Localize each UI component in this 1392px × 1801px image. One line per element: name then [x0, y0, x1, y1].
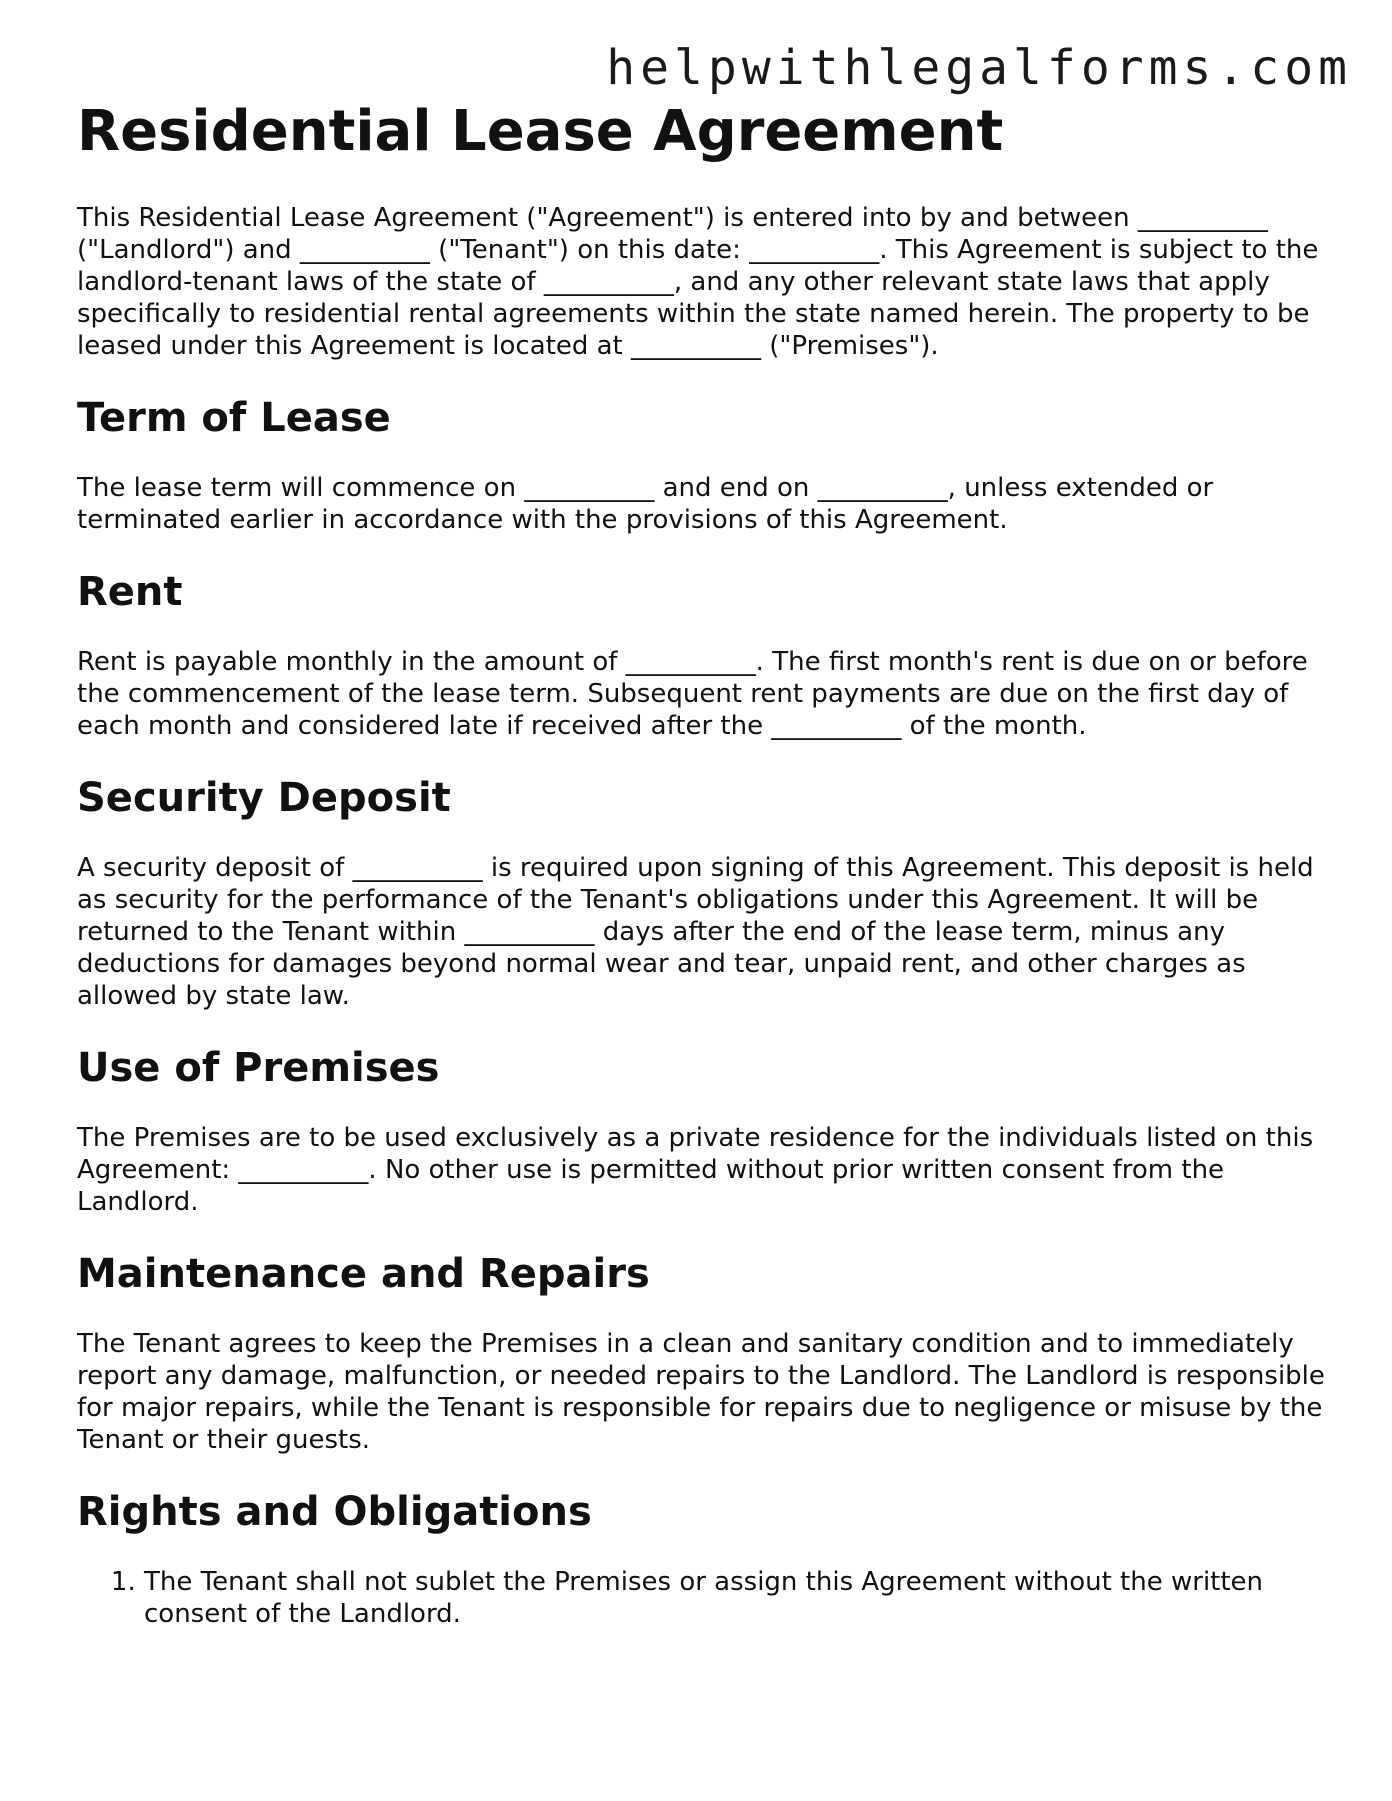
section-heading-term: Term of Lease — [77, 395, 391, 442]
document-body — [77, 100, 1327, 1630]
section-body-security-deposit: A security deposit of __________ is required upon signing of this Agreement. This deposit is held as security for the performance of the Tenant's obligations under this Agreement. It will be returned to the Tenant within __________ days after the end of the lease term, minus any deductions for damages beyond normal wear and tear, unpaid rent, and other charges as allowed by state law. — [77, 853, 1314, 1012]
section-heading-use-of-premises: Use of Premises — [77, 1045, 440, 1092]
intro-paragraph: This Residential Lease Agreement ("Agreement") is entered into by and between __________ ("Landlord") and __________ ("Tenant") on this date: __________. This Agreement is subject to the landlord-tenant laws of the state of __________, and any other relevant state laws that apply specifically to residential rental agreements within the state named herein. The property to be leased under this Agreement is located at __________ ("Premises"). — [77, 203, 1319, 362]
section-body-maintenance: The Tenant agrees to keep the Premises in a clean and sanitary condition and to immediately report any damage, malfunction, or needed repairs to the Landlord. The Landlord is responsible for major repairs, while the Tenant is responsible for repairs due to negligence or misuse by the Tenant or their guests. — [77, 1329, 1325, 1456]
rights-list — [77, 1566, 1327, 1630]
document-title: Residential Lease Agreement — [77, 99, 1004, 164]
section-heading-rent: Rent — [77, 569, 183, 616]
section-heading-maintenance: Maintenance and Repairs — [77, 1251, 650, 1298]
section-body-rent: Rent is payable monthly in the amount of __________. The first month's rent is due on or before the commencement of the lease term. Subsequent rent payments are due on the first day of each month and considered late if received after the __________ of the month. — [77, 647, 1308, 742]
watermark-text: helpwithlegalforms.com — [606, 40, 1352, 96]
section-body-use-of-premises: The Premises are to be used exclusively as a private residence for the individuals listed on this Agreement: __________. No other use is permitted without prior written consent from the Landlord. — [77, 1123, 1314, 1218]
list-item: 1. The Tenant shall not sublet the Premises or assign this Agreement without the written consent of the Landlord. — [144, 1566, 1327, 1630]
section-heading-rights: Rights and Obligations — [77, 1489, 592, 1536]
section-heading-security-deposit: Security Deposit — [77, 775, 451, 822]
section-body-term: The lease term will commence on __________ and end on __________, unless extended or terminated earlier in accordance with the provisions of this Agreement. — [77, 473, 1214, 536]
